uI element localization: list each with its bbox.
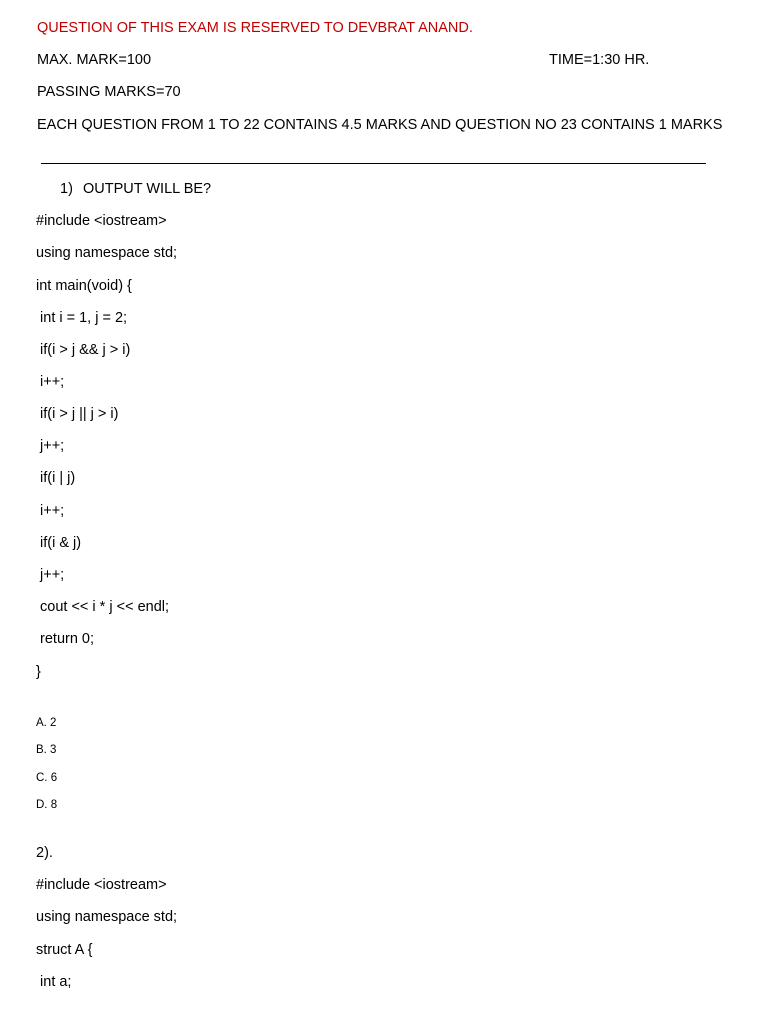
code-line: struct A {	[36, 942, 93, 958]
code-line: }	[36, 664, 41, 680]
code-line: j++;	[36, 567, 65, 583]
code-line: int main(void) {	[36, 278, 132, 294]
code-line: if(i > j && j > i)	[36, 342, 131, 358]
code-line: using namespace std;	[36, 245, 178, 261]
code-line: #include <iostream>	[36, 213, 167, 229]
option-b: B. 3	[36, 744, 57, 756]
code-line: if(i | j)	[36, 470, 76, 486]
code-line: j++;	[36, 438, 65, 454]
question-1-title: OUTPUT WILL BE?	[83, 181, 212, 197]
question-2-number: 2).	[36, 845, 53, 861]
code-line: i++;	[36, 503, 65, 519]
option-d: D. 8	[36, 799, 58, 811]
option-a: A. 2	[36, 717, 57, 729]
code-line: i++;	[36, 374, 65, 390]
code-line: if(i > j || j > i)	[36, 406, 119, 422]
passing-marks: PASSING MARKS=70	[37, 84, 181, 100]
code-line: cout << i * j << endl;	[36, 599, 170, 615]
code-line: int a;	[36, 974, 72, 990]
reservation-notice: QUESTION OF THIS EXAM IS RESERVED TO DEVBRAT ANAND.	[37, 20, 473, 36]
separator-line	[41, 163, 706, 164]
option-c: C. 6	[36, 772, 58, 784]
code-line: if(i & j)	[36, 535, 82, 551]
code-line: #include <iostream>	[36, 877, 167, 893]
exam-time: TIME=1:30 HR.	[549, 52, 650, 68]
code-line: int i = 1, j = 2;	[36, 310, 128, 326]
question-1-number: 1)	[60, 181, 73, 197]
marks-rule: EACH QUESTION FROM 1 TO 22 CONTAINS 4.5 MARKS AND QUESTION NO 23 CONTAINS 1 MARKS	[37, 117, 723, 133]
question-1-heading	[60, 180, 211, 198]
code-line: return 0;	[36, 631, 95, 647]
max-mark: MAX. MARK=100	[37, 52, 152, 68]
code-line: using namespace std;	[36, 909, 178, 925]
